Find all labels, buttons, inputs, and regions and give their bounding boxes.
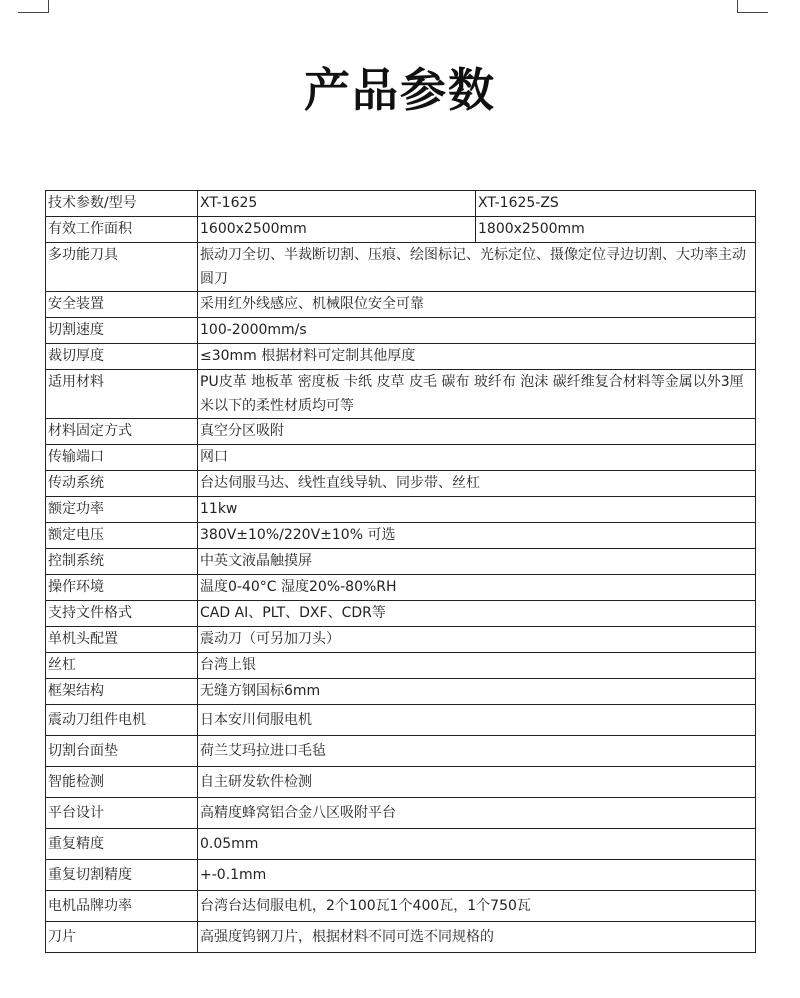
- model-b-cell: XT-1625-ZS: [476, 191, 756, 217]
- table-row: [46, 370, 756, 419]
- row-label-cell: 额定电压: [46, 523, 198, 549]
- corner-mark-left: [18, 0, 49, 13]
- row-label-cell: 单机头配置: [46, 627, 198, 653]
- table-row: [46, 860, 756, 891]
- area-value-b-cell: 1800x2500mm: [476, 217, 756, 243]
- page-title: 产品参数: [304, 63, 496, 117]
- row-label-cell: 电机品牌功率: [46, 891, 198, 922]
- row-label-cell: 控制系统: [46, 549, 198, 575]
- table-row: [46, 344, 756, 370]
- table-row: [46, 627, 756, 653]
- row-label-cell: 切割速度: [46, 318, 198, 344]
- row-label-cell: 操作环境: [46, 575, 198, 601]
- row-value-cell: 高强度钨钢刀片，根据材料不同可选不同规格的: [198, 922, 756, 953]
- area-label-cell: 有效工作面积: [46, 217, 198, 243]
- row-label-cell: 材料固定方式: [46, 419, 198, 445]
- row-value-cell: 0.05mm: [198, 829, 756, 860]
- corner-mark-right: [737, 0, 768, 13]
- table-row: [46, 705, 756, 736]
- row-value-cell: CAD AI、PLT、DXF、CDR等: [198, 601, 756, 627]
- row-value-cell: 台湾台达伺服电机，2个100瓦1个400瓦，1个750瓦: [198, 891, 756, 922]
- row-label-cell: 刀片: [46, 922, 198, 953]
- table-row: [46, 891, 756, 922]
- row-value-cell: 采用红外线感应、机械限位安全可靠: [198, 292, 756, 318]
- row-value-cell: 台湾上银: [198, 653, 756, 679]
- table-row: [46, 445, 756, 471]
- table-row: [46, 243, 756, 292]
- row-value-cell: 11kw: [198, 497, 756, 523]
- area-value-a-cell: 1600x2500mm: [198, 217, 476, 243]
- row-label-cell: 丝杠: [46, 653, 198, 679]
- table-row: [46, 798, 756, 829]
- table-row: [46, 292, 756, 318]
- row-label-cell: 平台设计: [46, 798, 198, 829]
- row-value-cell: 真空分区吸附: [198, 419, 756, 445]
- row-label-cell: 传动系统: [46, 471, 198, 497]
- row-value-cell: ≤30mm 根据材料可定制其他厚度: [198, 344, 756, 370]
- table-row: [46, 601, 756, 627]
- row-label-cell: 适用材料: [46, 370, 198, 419]
- table-row: [46, 523, 756, 549]
- row-value-cell: 台达伺服马达、线性直线导轨、同步带、丝杠: [198, 471, 756, 497]
- row-value-cell: 高精度蜂窝铝合金八区吸附平台: [198, 798, 756, 829]
- row-label-cell: 框架结构: [46, 679, 198, 705]
- row-value-cell: 100-2000mm/s: [198, 318, 756, 344]
- area-row: [46, 217, 756, 243]
- row-label-cell: 支持文件格式: [46, 601, 198, 627]
- header-label-cell: 技术参数/型号: [46, 191, 198, 217]
- row-label-cell: 震动刀组件电机: [46, 705, 198, 736]
- row-value-cell: 荷兰艾玛拉进口毛毡: [198, 736, 756, 767]
- table-row: [46, 575, 756, 601]
- row-value-cell: 无缝方钢国标6mm: [198, 679, 756, 705]
- table-row: [46, 829, 756, 860]
- table-row: [46, 922, 756, 953]
- row-label-cell: 传输端口: [46, 445, 198, 471]
- row-label-cell: 重复切割精度: [46, 860, 198, 891]
- row-label-cell: 安全装置: [46, 292, 198, 318]
- table-row: [46, 419, 756, 445]
- row-label-cell: 额定功率: [46, 497, 198, 523]
- row-value-cell: 震动刀（可另加刀头）: [198, 627, 756, 653]
- row-value-cell: PU皮革 地板革 密度板 卡纸 皮草 皮毛 碳布 玻纤布 泡沫 碳纤维复合材料等金属以外3厘米以下的柔性材质均可等: [198, 370, 756, 419]
- spec-table: [45, 190, 756, 953]
- row-label-cell: 多功能刀具: [46, 243, 198, 292]
- row-label-cell: 重复精度: [46, 829, 198, 860]
- table-row: [46, 653, 756, 679]
- row-label-cell: 切割台面垫: [46, 736, 198, 767]
- row-value-cell: 380V±10%/220V±10% 可选: [198, 523, 756, 549]
- row-value-cell: 自主研发软件检测: [198, 767, 756, 798]
- table-row: [46, 497, 756, 523]
- table-row: [46, 318, 756, 344]
- row-label-cell: 智能检测: [46, 767, 198, 798]
- row-value-cell: 温度0-40°C 湿度20%-80%RH: [198, 575, 756, 601]
- row-value-cell: 网口: [198, 445, 756, 471]
- row-value-cell: 振动刀全切、半裁断切割、压痕、绘图标记、光标定位、摄像定位寻边切割、大功率主动圆刀: [198, 243, 756, 292]
- row-value-cell: 日本安川伺服电机: [198, 705, 756, 736]
- model-a-cell: XT-1625: [198, 191, 476, 217]
- table-row: [46, 767, 756, 798]
- table-row: [46, 549, 756, 575]
- table-row: [46, 736, 756, 767]
- row-value-cell: +-0.1mm: [198, 860, 756, 891]
- row-label-cell: 裁切厚度: [46, 344, 198, 370]
- table-row: [46, 471, 756, 497]
- table-header-row: [46, 191, 756, 217]
- row-value-cell: 中英文液晶触摸屏: [198, 549, 756, 575]
- table-row: [46, 679, 756, 705]
